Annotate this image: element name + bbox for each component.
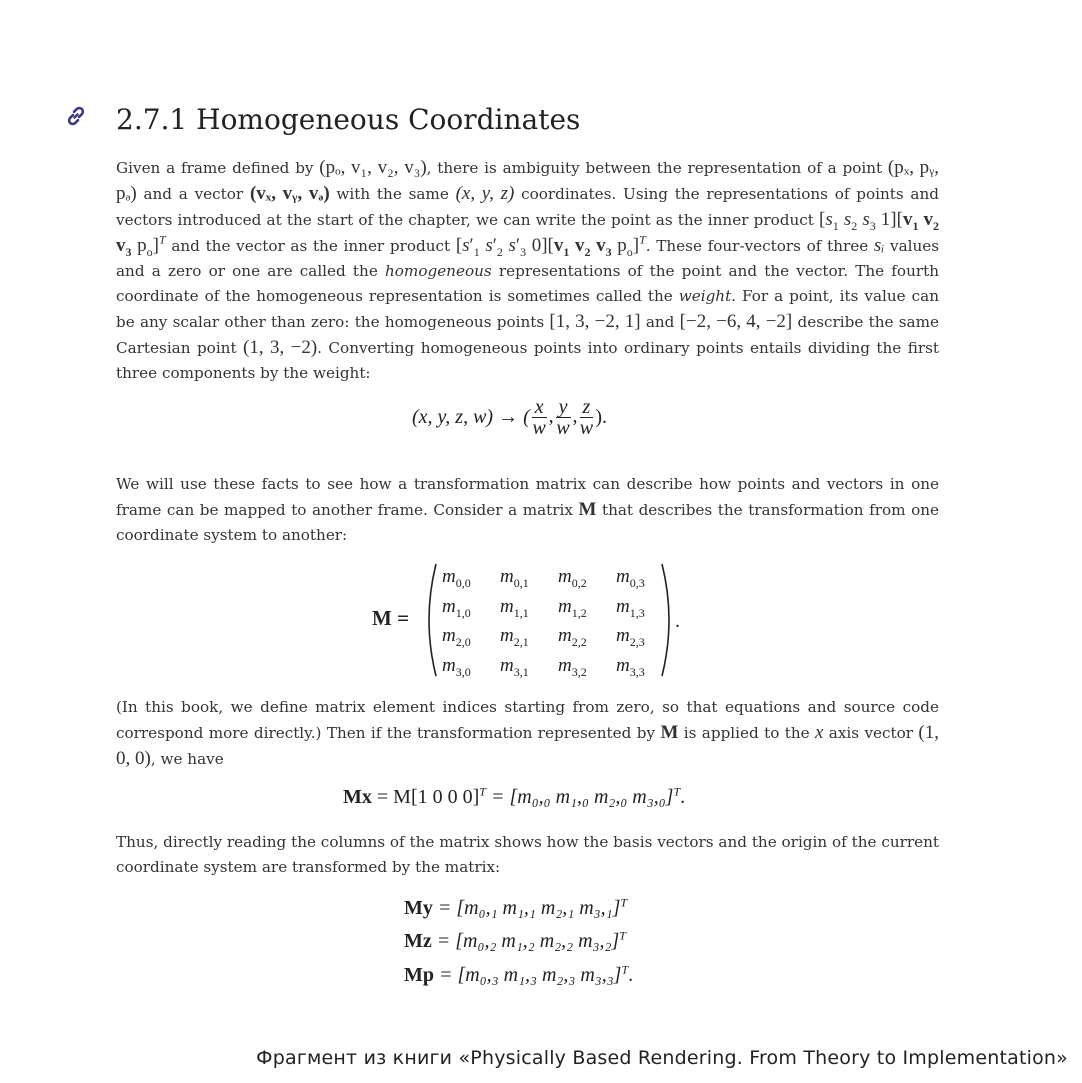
matrix-cell-3-1: $m_{3,1}$ [500, 655, 529, 679]
matrix-cell-3-3: $m_{3,3}$ [616, 655, 645, 679]
matrix-cell-3-0: $m_{3,0}$ [442, 655, 471, 679]
matrix-cell-2-3: $m_{2,3}$ [616, 625, 645, 649]
matrix-cell-2-2: $m_{2,2}$ [558, 625, 587, 649]
section-heading: 2.7.1 Homogeneous Coordinates [116, 103, 581, 136]
paragraph-transformation-intro: We will use these facts to see how a transformation matrix can describe how points and vectors in one frame can be mapped to another frame. Consider a matrix M that describes the transformation from one coordinate system to another: [116, 475, 939, 544]
matrix-label: M = [372, 606, 410, 630]
matrix-cell-3-2: $m_{3,2}$ [558, 655, 587, 679]
mp-equation: Mp = [m₀,₃ m₁,₃ m₂,₃ m₃,₃]$^T$. [404, 962, 634, 986]
matrix-cell-0-2: $m_{0,2}$ [558, 566, 587, 590]
matrix-cell-1-3: $m_{1,3}$ [616, 596, 645, 620]
paragraph-columns: Thus, directly reading the columns of the matrix shows how the basis vectors and the origin of the current coordinate system are transformed by the matrix: [116, 833, 939, 876]
paragraph-matrix-indices: (In this book, we define matrix element indices starting from zero, so that equations and source code correspond more directly.) Then if the transformation represented by M is applied to the x axis vector (1, 0, 0), we have [116, 698, 939, 769]
weight-equation: (x, y, z, w) → ( $\frac{x}{w}$ , $\frac{y}{w}$ , $\frac{z}{w}$ ). [412, 396, 608, 439]
matrix-cell-2-1: $m_{2,1}$ [500, 625, 529, 649]
paragraph-frame-ambiguity: Given a frame defined by (pₒ, v₁, v₂, v₃), there is ambiguity between the representation of a point (pₓ, pᵧ, pₔ) and a vector (vₓ, vᵧ, vₔ) with the same (x, y, z) coordinates. Using the representations of points and vectors introduced at the start of the chapter, we can write the point as the inner product [$s_1$ $s_2$ $s_3$ $1][v_1$ $v_2$ $v_3$ $p_o]^T$ and the vector as the inner product [$s'_1$ $s'_2$ $s'_3$ $0][v_1$ $v_2$ $v_3$ $p_o]^T$. These four-vectors of three sᵢ values and a zero or one are called the homogeneous representations of the point and the vector. The fourth coordinate of the homogeneous representation is sometimes called the weight. For a point, its value can be any scalar other than zero: the homogeneous points [1, 3, −2, 1] and [−2, −6, 4, −2] describe the same Cartesian point (1, 3, −2). Converting homogeneous points into ordinary points entails dividing the first three components by the weight: [116, 157, 940, 382]
matrix-cell-0-3: $m_{0,3}$ [616, 566, 645, 590]
matrix-m: M = $m_{0,0}$ $m_{0,1}$ $m_{0,2}$ $m_{0,3}$ $m_{1,0}$ $m_{1,1}$ $m_{1,2}$ $m_{1,3}$ $m_{2,0}$ $m_{2,1}$ $m_{2,2}$ $m_{2,3}$ $m_{3,0}$ $m_{3,1}$ $m_{3,2}$ $m_{3,3}$ . [372, 562, 682, 678]
my-equation: My = [m₀,₁ m₁,₁ m₂,₁ m₃,₁]$^T$ [404, 895, 628, 919]
matrix-cell-0-1: $m_{0,1}$ [500, 566, 529, 590]
vector-inner-product: [$s'_1$ $s'_2$ $s'_3$ $0][v_1$ $v_2$ $v_3$ $p_o]^T$ [455, 232, 646, 259]
matrix-cell-1-0: $m_{1,0}$ [442, 596, 471, 620]
mx-equation: Mx = M[1 0 0 0]$^T$ = [m₀,₀ m₁,₀ m₂,₀ m₃,₀]$^T$. [343, 784, 686, 808]
link-icon[interactable] [64, 104, 88, 128]
matrix-cell-0-0: $m_{0,0}$ [442, 566, 471, 590]
point-inner-product: [$s_1$ $s_2$ $s_3$ $1][v_1$ $v_2$ $v_3$ $p_o]^T$ [116, 209, 940, 259]
matrix-cell-2-0: $m_{2,0}$ [442, 625, 471, 649]
mz-equation: Mz = [m₀,₂ m₁,₂ m₂,₂ m₃,₂]$^T$ [404, 928, 626, 952]
matrix-cell-1-1: $m_{1,1}$ [500, 596, 529, 620]
matrix-cell-1-2: $m_{1,2}$ [558, 596, 587, 620]
source-caption: Фрагмент из книги «Physically Based Rendering. From Theory to Implementation» [256, 1047, 1068, 1069]
